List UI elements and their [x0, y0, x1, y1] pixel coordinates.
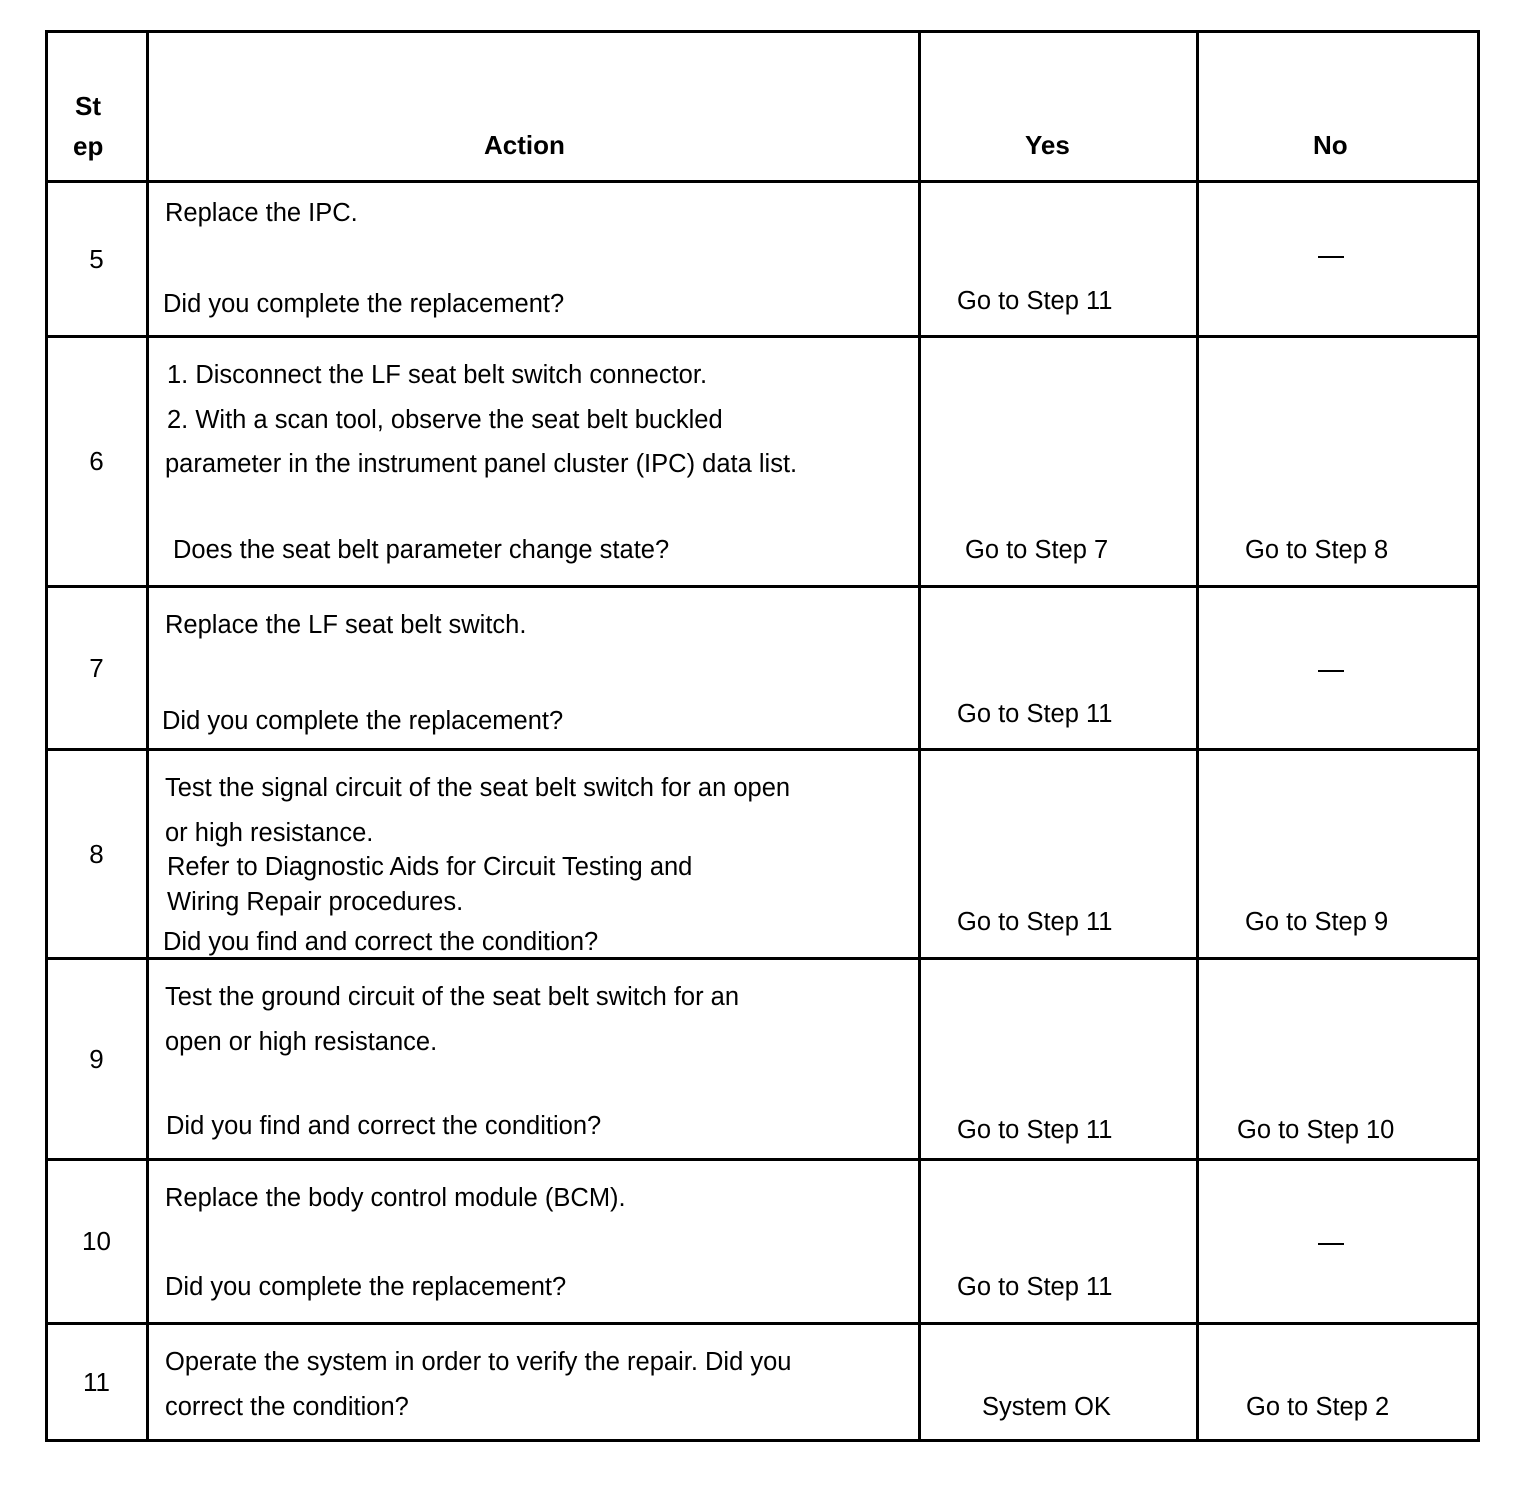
action-line: 1. Disconnect the LF seat belt switch connector.	[167, 361, 708, 389]
no-result-dash	[1318, 1243, 1344, 1245]
no-result: Go to Step 9	[1245, 908, 1389, 936]
action-line: open or high resistance.	[165, 1028, 438, 1056]
table-row	[45, 585, 1480, 748]
yes-result: Go to Step 11	[957, 287, 1113, 315]
step-number: 5	[89, 243, 104, 274]
action-line: Test the signal circuit of the seat belt switch for an open	[165, 774, 791, 802]
column-divider	[146, 30, 149, 1442]
action-line: or high resistance.	[165, 819, 374, 847]
action-question: Did you complete the replacement?	[162, 707, 564, 735]
table-row	[45, 957, 1480, 1158]
header-action: Action	[484, 130, 565, 160]
no-result: Go to Step 8	[1245, 536, 1389, 564]
no-result-dash	[1318, 256, 1344, 258]
step-number: 7	[89, 652, 104, 683]
no-result: Go to Step 2	[1246, 1393, 1390, 1421]
header-step-line2: ep	[73, 131, 104, 161]
table-row	[45, 1158, 1480, 1322]
header-yes: Yes	[1025, 130, 1070, 160]
yes-result: Go to Step 11	[957, 908, 1113, 936]
column-divider	[1196, 30, 1199, 1442]
step-number: 11	[83, 1366, 110, 1397]
header-step-line1: St	[75, 91, 101, 121]
header-no: No	[1313, 130, 1348, 160]
action-question: Did you find and correct the condition?	[166, 1112, 602, 1140]
action-line: Replace the body control module (BCM).	[165, 1184, 626, 1212]
yes-result: Go to Step 11	[957, 1116, 1113, 1144]
step-number: 6	[89, 446, 104, 476]
action-line: Operate the system in order to verify the repair. Did you	[165, 1348, 792, 1376]
table-row	[45, 180, 1480, 335]
table-row	[45, 335, 1480, 585]
action-question: Did you complete the replacement?	[163, 290, 565, 318]
action-question: Did you find and correct the condition?	[163, 928, 599, 956]
column-divider	[918, 30, 921, 1442]
action-line: correct the condition?	[165, 1393, 409, 1421]
action-line: Replace the LF seat belt switch.	[165, 611, 527, 639]
step-number: 10	[82, 1226, 111, 1256]
action-line: parameter in the instrument panel cluster (IPC) data list.	[165, 450, 798, 478]
action-question: Did you complete the replacement?	[165, 1273, 567, 1301]
diagnostic-table	[45, 30, 1480, 1442]
column-divider	[45, 30, 48, 1442]
column-divider	[1477, 30, 1480, 1442]
yes-result: System OK	[982, 1393, 1111, 1421]
no-result-dash	[1318, 670, 1344, 672]
action-line: Replace the IPC.	[165, 199, 358, 227]
yes-result: Go to Step 11	[957, 1273, 1113, 1301]
table-row	[45, 1322, 1480, 1442]
action-line: Refer to Diagnostic Aids for Circuit Testing and	[167, 853, 693, 881]
yes-result: Go to Step 11	[957, 700, 1113, 728]
action-line: Wiring Repair procedures.	[167, 888, 464, 916]
action-line: 2. With a scan tool, observe the seat belt buckled	[167, 406, 723, 434]
action-question: Does the seat belt parameter change state?	[173, 536, 670, 564]
no-result: Go to Step 10	[1237, 1116, 1395, 1144]
step-number: 8	[89, 838, 104, 869]
table-row	[45, 748, 1480, 957]
yes-result: Go to Step 7	[965, 536, 1109, 564]
action-line: Test the ground circuit of the seat belt switch for an	[165, 983, 740, 1011]
step-number: 9	[89, 1043, 104, 1074]
header-row	[45, 30, 1480, 180]
